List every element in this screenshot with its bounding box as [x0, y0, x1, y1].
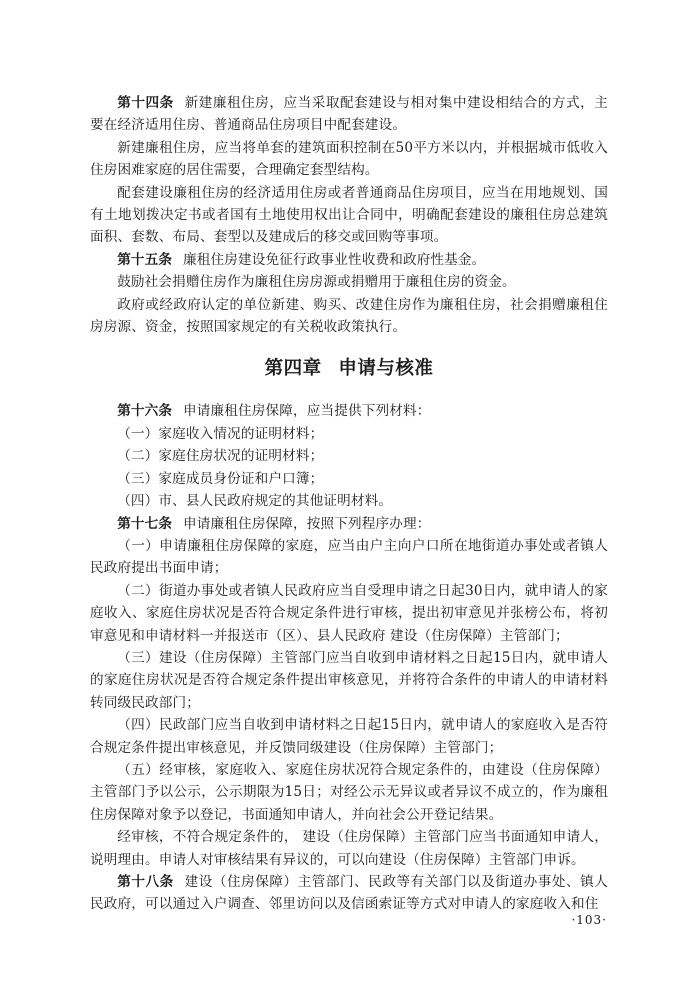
paragraph: [90, 92, 608, 137]
section-after-chapter: [90, 400, 608, 915]
paragraph-text: 配套建设廉租住房的经济适用住房或者普通商品住房项目，应当在用地规划、国有土地划拨决定书或者国有土地使用权出让合同中，明确配套建设的廉租住房总建筑面积、套数、布局、套型以及建成后的移交或回购等事项。: [90, 184, 608, 246]
chapter-number: 第四章: [264, 358, 322, 380]
paragraph: [90, 423, 608, 445]
paragraph-text: 鼓励社会捐赠住房作为廉租住房房源或捐赠用于廉租住房的资金。: [117, 274, 516, 291]
chapter-heading: [90, 355, 608, 383]
paragraph-text: （二）街道办事处或者镇人民政府应当自受理申请之日起30日内，就申请人的家庭收入、家庭住房状况是否符合规定条件进行审核，提出初审意见并张榜公布，将初审意见和申请材料一并报送市（区）、县人民政府 建设（住房保障）主管部门；: [90, 582, 608, 644]
paragraph: [90, 759, 608, 826]
paragraph: [90, 445, 608, 467]
paragraph: [90, 580, 608, 647]
paragraph-text: 申请廉租住房保障，按照下列程序办理：: [183, 515, 431, 532]
chapter-title: 申请与核准: [338, 358, 434, 380]
paragraph: [90, 400, 608, 422]
paragraph-text: （四）民政部门应当自收到申请材料之日起15日内，就申请人的家庭收入是否符合规定条件提出审核意见，并反馈同级建设（住房保障）主管部门；: [90, 717, 608, 756]
paragraph-text: 申请廉租住房保障，应当提供下列材料：: [183, 403, 431, 420]
paragraph-text: 建设（住房保障）主管部门、民政等有关部门以及街道办事处、镇人民政府，可以通过入户调查、邻里访问以及信函索证等方式对申请人的家庭收入和住: [90, 874, 608, 913]
paragraph-text: 新建廉租住房，应当采取配套建设与相对集中建设相结合的方式，主要在经济适用住房、普通商品住房项目中配套建设。: [90, 95, 608, 134]
paragraph: [90, 513, 608, 535]
page-content: [90, 92, 608, 916]
paragraph-text: （四）市、县人民政府规定的其他证明材料。: [117, 493, 393, 510]
paragraph: [90, 137, 608, 182]
paragraph: [90, 714, 608, 759]
paragraph-text: （一）家庭收入情况的证明材料；: [117, 425, 324, 442]
paragraph-text: 新建廉租住房，应当将单套的建筑面积控制在50平方米以内，并根据城市低收入住房困难家庭的居住需要，合理确定套型结构。: [90, 139, 608, 179]
paragraph: [90, 871, 608, 916]
paragraph: [90, 647, 608, 714]
paragraph-text: （三）建设（住房保障）主管部门应当自收到申请材料之日起15日内，就申请人的家庭住房状况是否符合规定条件提出审核意见，并将符合条件的申请人的申请材料转同级民政部门；: [90, 649, 608, 711]
paragraph: [90, 249, 608, 271]
paragraph-text: 政府或经政府认定的单位新建、购买、改建住房作为廉租住房，社会捐赠廉租住房房源、资金，按照国家规定的有关税收政策执行。: [90, 296, 608, 336]
paragraph: [90, 468, 608, 490]
paragraph-text: 廉租住房建设免征行政事业性收费和政府性基金。: [183, 251, 486, 268]
paragraph: [90, 182, 608, 249]
section-before-chapter: [90, 92, 608, 338]
paragraph-text: （三）家庭成员身份证和户口簿；: [117, 470, 324, 487]
paragraph-text: （二）家庭住房状况的证明材料；: [117, 448, 324, 465]
paragraph: [90, 826, 608, 871]
paragraph: [90, 294, 608, 339]
article-number: 第十四条: [117, 95, 174, 111]
paragraph: [90, 271, 608, 293]
paragraph-text: （五）经审核，家庭收入、家庭住房状况符合规定条件的，由建设（住房保障）主管部门予以公示，公示期限为15日；对经公示无异议或者异议不成立的，作为廉租住房保障对象予以登记，书面通知申请人，并向社会公开登记结果。: [90, 761, 608, 823]
paragraph-text: 经审核，不符合规定条件的， 建设（住房保障）主管部门应当书面通知申请人，说明理由。申请人对审核结果有异议的，可以向建设（住房保障）主管部门申诉。: [90, 829, 608, 868]
page-number: ·103·: [571, 913, 607, 927]
article-number: 第十五条: [117, 251, 173, 268]
article-number: 第十八条: [117, 874, 174, 890]
article-number: 第十六条: [117, 403, 173, 420]
paragraph-text: （一）申请廉租住房保障的家庭，应当由户主向户口所在地街道办事处或者镇人民政府提出书面申请；: [90, 537, 608, 577]
paragraph: [90, 490, 608, 512]
paragraph: [90, 535, 608, 580]
article-number: 第十七条: [117, 515, 173, 532]
